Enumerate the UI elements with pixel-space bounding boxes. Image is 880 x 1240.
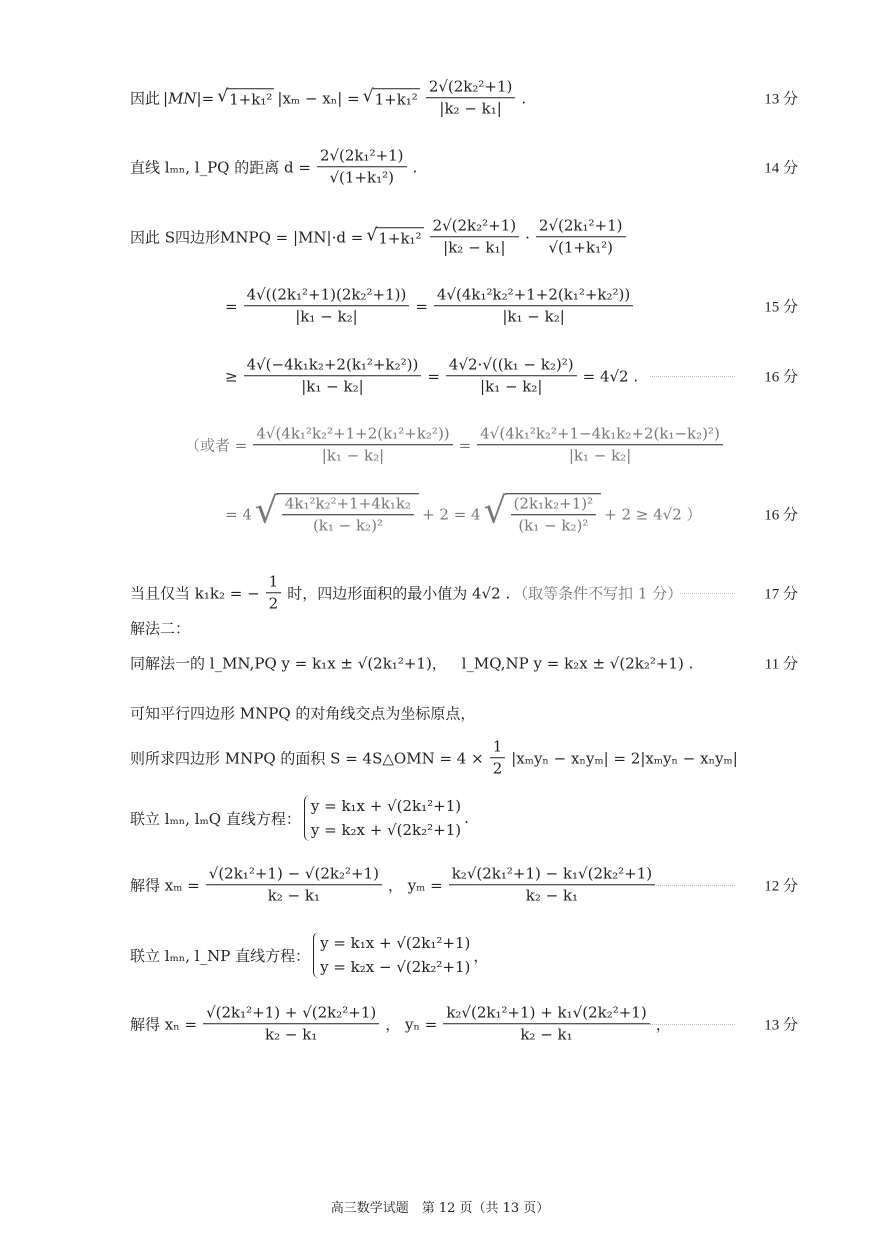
score-13a: 13 分 [764, 91, 798, 108]
fraction [206, 865, 382, 905]
text: = 4√2 . [582, 367, 639, 385]
text: · [525, 228, 530, 246]
text: = [415, 297, 428, 315]
fraction [446, 356, 577, 396]
denominator: (k₁ − k₂)² [518, 516, 589, 535]
score-13b: 13 分 [764, 1017, 798, 1034]
numerator: k₂√(2k₁²+1) + k₁√(2k₂²+1) [443, 1004, 649, 1024]
formula-minimum [130, 573, 682, 613]
text: 解得 xₘ = [130, 876, 200, 895]
score-16a: 16 分 [764, 369, 798, 386]
numerator: k₂√(2k₁²+1) − k₁√(2k₂²+1) [449, 865, 655, 885]
denominator: k₂ − k₁ [520, 1025, 573, 1044]
denominator: |k₁ − k₂| [502, 307, 565, 326]
text: = [427, 367, 440, 385]
sqrt: √ $\frac{\text{4k₁²k₂²+1+4k₁k₂}}{\text{(k₁ − k₂)²}}$ [255, 493, 419, 535]
sqrt: √ 1+k₁² [217, 86, 273, 108]
text: 时，四边形面积的最小值为 4√2 . [287, 584, 511, 603]
text: 联立 lₘₙ, lₘQ 直线方程： [130, 809, 301, 828]
fraction [511, 495, 597, 535]
text: 因此 S四边形MNPQ = |MN|·d = [130, 228, 364, 247]
page-footer: 高三数学试题 第 12 页（共 13 页） [330, 1201, 550, 1216]
equation: y = k₁x + √(2k₁²+1) [310, 797, 462, 815]
numerator: (2k₁k₂+1)² [511, 495, 597, 515]
fraction [430, 217, 520, 257]
numerator: 4√(4k₁²k₂²+1−4k₁k₂+2(k₁−k₂)²) [477, 425, 723, 445]
sqrt: √ 1+k₁² [362, 86, 418, 108]
text: . [464, 809, 469, 827]
text: |xₘyₙ − xₙyₘ| = 2|xₘyₙ − xₙyₘ| [511, 749, 738, 767]
text: 当且仅当 k₁k₂ = − [130, 584, 260, 603]
score-14: 14 分 [764, 160, 798, 177]
formula-inequality [225, 356, 638, 396]
equation: y = k₂x − √(2k₂²+1) [320, 958, 471, 976]
text: + 2 = 4 [422, 505, 481, 523]
equation: y = k₂x + √(2k₂²+1) [310, 821, 462, 839]
fraction [203, 1004, 379, 1044]
text: + 2 ≥ 4√2 ） [604, 505, 702, 524]
fraction [434, 286, 633, 326]
equation-system [304, 795, 461, 841]
formula-alternative-continued [225, 490, 702, 535]
sqrt-content: 1+k₁² [378, 229, 422, 247]
numerator: 4√(4k₁²k₂²+1+2(k₁²+k₂²)) [434, 286, 633, 306]
text: 则所求四边形 MNPQ 的面积 S = 4S△OMN = 4 × [130, 749, 484, 768]
equation: y = k₁x + √(2k₁²+1) [320, 934, 471, 952]
fraction [490, 738, 506, 778]
text: 因此 [130, 89, 161, 108]
denominator: |k₂ − k₁| [439, 99, 502, 118]
text: . [412, 158, 418, 176]
score-15: 15 分 [764, 299, 798, 316]
numerator: 4√2·√((k₁ − k₂)²) [446, 356, 577, 376]
method-two-heading: 解法二： [130, 619, 191, 638]
text: = 4 [225, 505, 252, 523]
score-12: 12 分 [764, 878, 798, 895]
numerator: 2√(2k₁²+1) [536, 217, 626, 237]
fraction [266, 573, 282, 613]
text: ≥ [225, 367, 238, 385]
fraction [477, 425, 723, 465]
formula-parallelogram-area [130, 738, 738, 778]
text: = [458, 436, 472, 454]
equation-system [313, 932, 470, 978]
denominator: |k₁ − k₂| [321, 446, 385, 465]
formula-alternative [185, 425, 726, 465]
sqrt-content: 1+k₁² [229, 90, 273, 108]
numerator: 2√(2k₁²+1) [317, 147, 407, 167]
score-16b: 16 分 [764, 507, 798, 524]
fraction [253, 425, 452, 465]
grading-note: （取等条件不写扣 1 分） [513, 584, 683, 603]
denominator: |k₂ − k₁| [443, 238, 506, 257]
text: ， [473, 946, 489, 965]
fraction [282, 495, 414, 535]
text: = [225, 297, 238, 315]
score-11: 11 分 [764, 656, 798, 673]
fraction [426, 78, 516, 118]
denominator: √(1+k₁²) [548, 238, 613, 257]
sqrt-content: 1+k₁² [374, 90, 418, 108]
statement-origin: 可知平行四边形 MNPQ 的对角线交点为坐标原点， [130, 704, 476, 723]
fraction [244, 356, 422, 396]
denominator: |k₁ − k₂| [568, 446, 632, 465]
numerator: 4√(4k₁²k₂²+1+2(k₁²+k₂²)) [253, 425, 452, 445]
sqrt: √ $\frac{\text{(2k₁k₂+1)²}}{\text{(k₁ − k₂)²}}$ [484, 493, 602, 535]
numerator: 4√((2k₁²+1)(2k₂²+1)) [244, 286, 410, 306]
text: |MN|= [163, 89, 215, 107]
numerator: 1 [266, 573, 282, 593]
denominator: (k₁ − k₂)² [312, 516, 383, 535]
score-17: 17 分 [764, 586, 798, 603]
text: 直线 lₘₙ, l_PQ 的距离 d = [130, 158, 311, 177]
dot-leader [680, 593, 735, 594]
formula-area-expanded [225, 286, 636, 326]
formula-mn-length [130, 78, 526, 118]
numerator: 4√(−4k₁k₂+2(k₁²+k₂²)) [244, 356, 422, 376]
dot-leader [570, 1024, 735, 1025]
text: 同解法一的 l_MN,PQ y = k₁x ± √(2k₁²+1)， [130, 654, 447, 673]
text: . [521, 89, 527, 107]
denominator: k₂ − k₁ [264, 1025, 318, 1044]
numerator: √(2k₁²+1) + √(2k₂²+1) [203, 1004, 379, 1024]
text: ， yₘ = [387, 876, 443, 895]
formula-area [130, 217, 629, 257]
denominator: |k₁ − k₂| [301, 377, 364, 396]
numerator: 2√(2k₂²+1) [430, 217, 520, 237]
text: ， [655, 1015, 671, 1034]
denominator: 2 [268, 594, 279, 613]
formula-lines [130, 653, 693, 674]
denominator: √(1+k₁²) [329, 168, 394, 187]
numerator: 1 [490, 738, 506, 758]
fraction [317, 147, 407, 187]
fraction [536, 217, 626, 257]
dot-leader [650, 376, 735, 377]
text: |xₘ − xₙ| = [277, 89, 360, 107]
denominator: k₂ − k₁ [525, 886, 579, 905]
denominator: k₂ − k₁ [267, 886, 320, 905]
denominator: 2 [492, 759, 503, 778]
formula-distance [130, 147, 417, 187]
system-mn-np [130, 932, 488, 978]
denominator: |k₁ − k₂| [295, 307, 358, 326]
sqrt: √ 1+k₁² [366, 225, 422, 247]
numerator: 2√(2k₂²+1) [426, 78, 516, 98]
numerator: √(2k₁²+1) − √(2k₂²+1) [206, 865, 382, 885]
numerator: 4k₁²k₂²+1+4k₁k₂ [282, 495, 414, 515]
fraction [244, 286, 410, 326]
text: 解得 xₙ = [130, 1015, 198, 1034]
text: l_MQ,NP y = k₂x ± √(2k₂²+1) . [461, 654, 694, 673]
dot-leader [570, 885, 735, 886]
text: （或者 = [185, 436, 248, 455]
denominator: |k₁ − k₂| [480, 377, 543, 396]
text: ， yₙ = [385, 1015, 438, 1034]
system-mn-mq [130, 795, 469, 841]
text: 联立 lₘₙ, l_NP 直线方程： [130, 946, 311, 965]
